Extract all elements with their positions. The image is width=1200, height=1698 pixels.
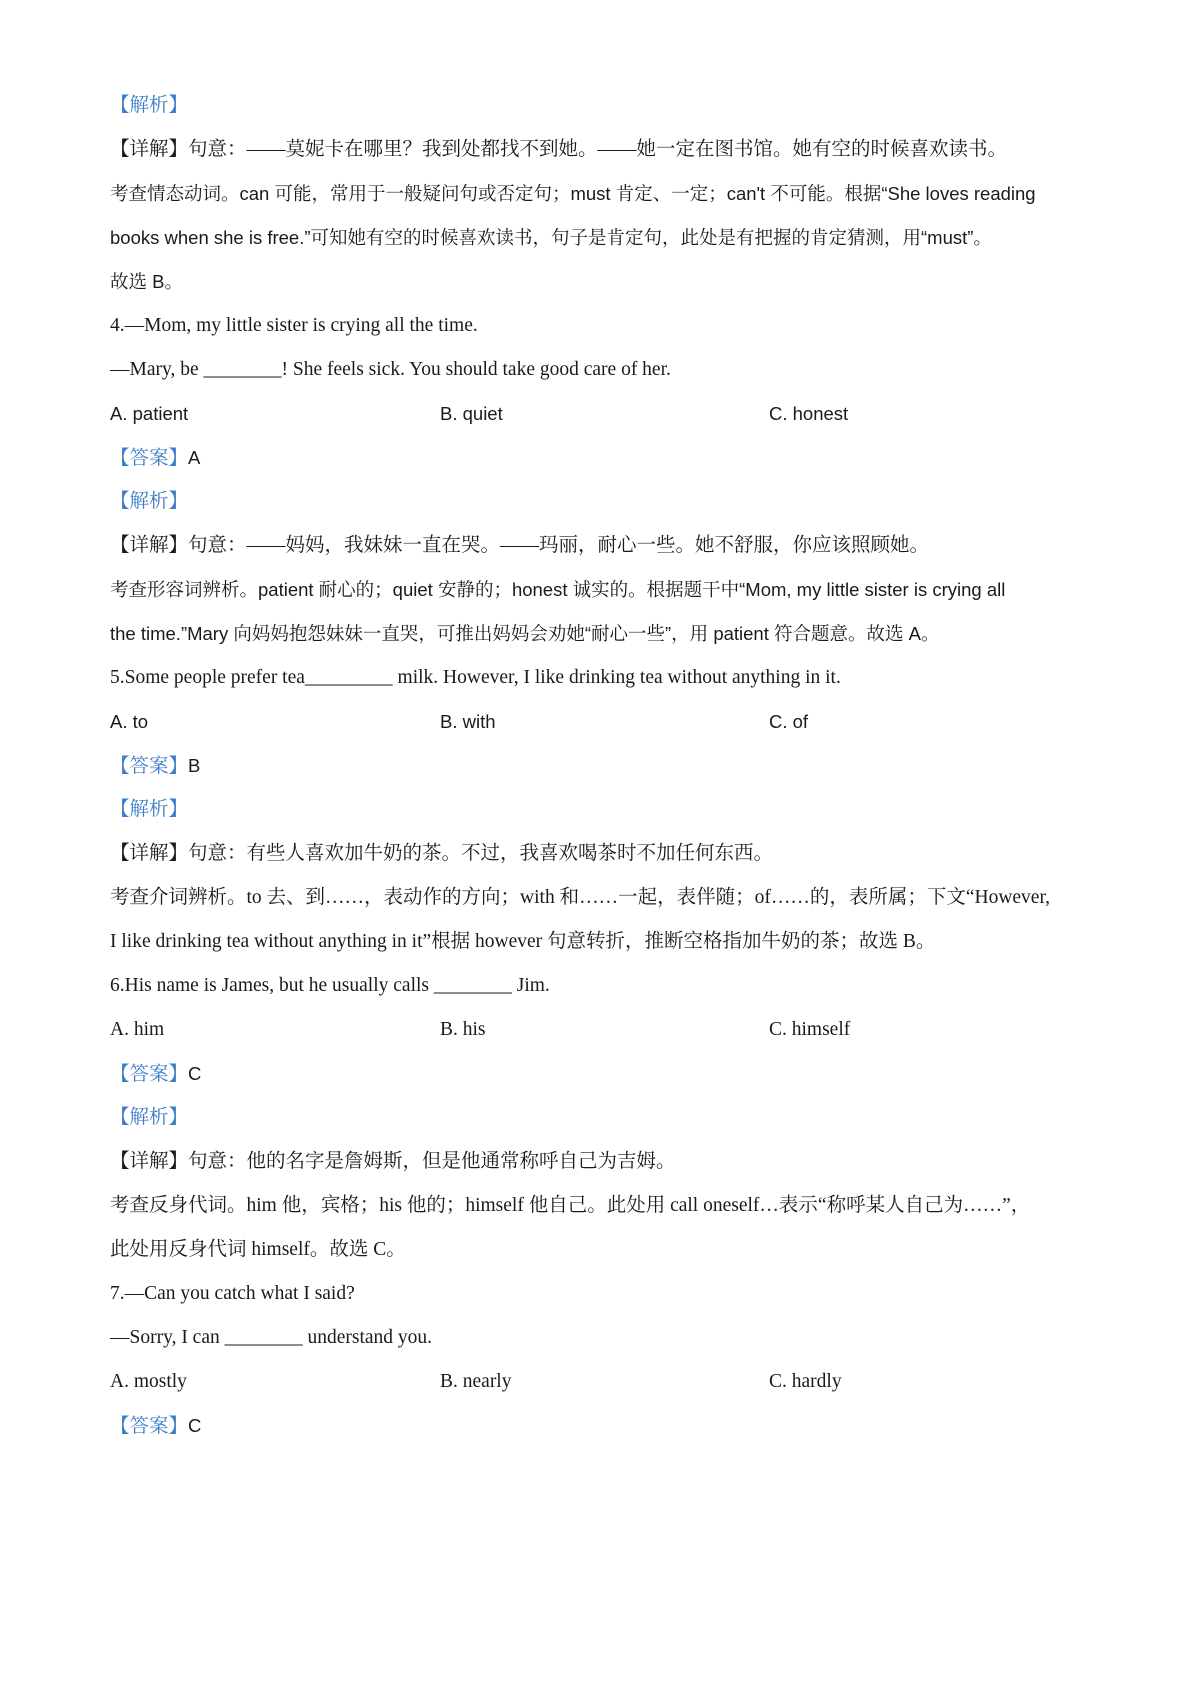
detail-line (110, 532, 929, 560)
detail-text: 句意：——莫妮卡在哪里？我到处都找不到她。——她一定在图书馆。她有空的时候喜欢读书。 (188, 139, 1008, 160)
analysis-label: 【解析】 (110, 491, 189, 512)
explanation-line: I like drinking tea without anything in it”根据 however 句意转折，推断空格指加牛奶的茶；故选 B。 (110, 931, 936, 952)
explanation-line: 此处用反身代词 himself。故选 C。 (110, 1239, 406, 1260)
option-c: C. hardly (769, 1371, 842, 1392)
question-7-stem: 7.—Can you catch what I said? (110, 1283, 355, 1304)
answer-label: 【答案】 (110, 1064, 189, 1085)
answer-label: 【答案】 (110, 448, 189, 469)
detail-line (110, 840, 773, 868)
answer-value: C (188, 1063, 202, 1084)
detail-text: 句意：他的名字是詹姆斯，但是他通常称呼自己为吉姆。 (188, 1151, 676, 1172)
detail-label: 【详解】 (110, 843, 189, 864)
option-a: A. patient (110, 403, 189, 424)
question-4-stem: —Mary, be ________! She feels sick. You should take good care of her. (110, 359, 671, 380)
question-4-stem: 4.—Mom, my little sister is crying all the time. (110, 315, 478, 336)
explanation-line: 考查形容词辨析。patient 耐心的；quiet 安静的；honest 诚实的。根据题干中“Mom, my little sister is crying all (110, 579, 1006, 600)
detail-label: 【详解】 (110, 535, 189, 556)
explanation-line: 考查反身代词。him 他，宾格；his 他的；himself 他自己。此处用 call oneself…表示“称呼某人自己为……”， (110, 1195, 1031, 1216)
analysis-label: 【解析】 (110, 1107, 189, 1128)
detail-label: 【详解】 (110, 139, 189, 160)
answer-line (110, 444, 200, 473)
option-c: C. of (769, 711, 809, 732)
detail-line (110, 136, 1007, 164)
question-7-stem: —Sorry, I can ________ understand you. (110, 1327, 433, 1348)
option-b: B. quiet (440, 403, 503, 424)
option-a: A. to (110, 711, 149, 732)
answer-line (110, 1412, 201, 1441)
option-a: A. him (110, 1019, 165, 1040)
option-c: C. honest (769, 403, 849, 424)
question-5-stem: 5.Some people prefer tea_________ milk. However, I like drinking tea without anything in it. (110, 667, 841, 688)
answer-value: B (188, 755, 201, 776)
answer-line (110, 1060, 201, 1089)
answer-value: C (188, 1415, 202, 1436)
answer-value: A (188, 447, 201, 468)
detail-label: 【详解】 (110, 1151, 189, 1172)
detail-line (110, 1148, 676, 1176)
option-b: B. his (440, 1019, 486, 1040)
explanation-line: 考查介词辨析。to 去、到……，表动作的方向；with 和……一起，表伴随；of……的，表所属；下文“However, (110, 887, 1051, 908)
analysis-label: 【解析】 (110, 799, 189, 820)
answer-line (110, 752, 200, 781)
detail-text: 句意：——妈妈，我妹妹一直在哭。——玛丽，耐心一些。她不舒服，你应该照顾她。 (188, 535, 930, 556)
option-a: A. mostly (110, 1371, 187, 1392)
analysis-label: 【解析】 (110, 95, 189, 116)
explanation-line: the time.”Mary 向妈妈抱怨妹妹一直哭，可推出妈妈会劝她“耐心一些”，用 patient 符合题意。故选 A。 (110, 623, 940, 644)
option-b: B. nearly (440, 1371, 512, 1392)
explanation-line: 故选 B。 (110, 271, 183, 292)
answer-label: 【答案】 (110, 1416, 189, 1437)
explanation-line: 考查情态动词。can 可能，常用于一般疑问句或否定句；must 肯定、一定；can't 不可能。根据“She loves reading (110, 183, 1036, 204)
question-6-stem: 6.His name is James, but he usually calls ________ Jim. (110, 975, 550, 996)
option-b: B. with (440, 711, 496, 732)
answer-label: 【答案】 (110, 756, 189, 777)
explanation-line: books when she is free.”可知她有空的时候喜欢读书，句子是肯定句，此处是有把握的肯定猜测，用“must”。 (110, 227, 992, 248)
detail-text: 句意：有些人喜欢加牛奶的茶。不过，我喜欢喝茶时不加任何东西。 (188, 843, 774, 864)
option-c: C. himself (769, 1019, 851, 1040)
